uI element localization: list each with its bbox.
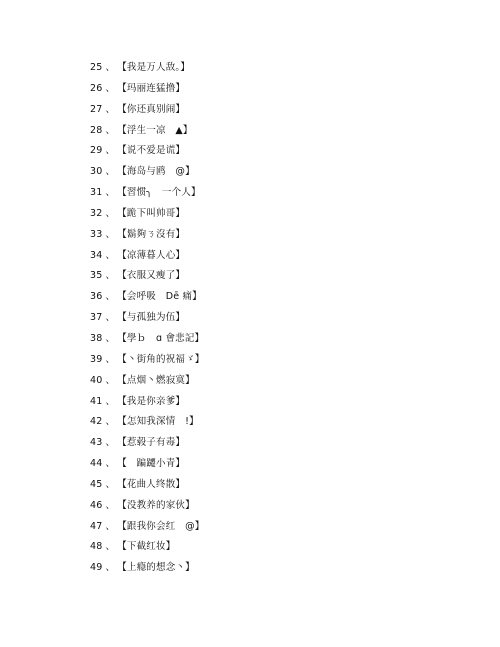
item-separator: 、 [105,541,116,553]
list-item [90,392,450,413]
list-item [90,141,450,162]
item-separator: 、 [105,228,116,240]
item-number: 48 [90,541,103,553]
item-text: 【下截红妆】 [117,541,176,553]
item-separator: 、 [105,62,116,73]
item-number: 46 [90,499,103,511]
list-item [90,162,450,183]
item-text: 【丶街角的祝福ゞ】 [117,353,205,365]
item-number: 29 [90,145,103,157]
item-number: 44 [90,458,103,470]
item-separator: 、 [105,520,116,532]
item-text: 【學ｂ ɑ 會悲記】 [117,332,205,344]
item-text: 【 蹁躚小青】 [117,458,186,470]
item-text: 【跪下叫帅哥】 [117,207,186,219]
list-item [90,121,450,142]
list-item [90,371,450,392]
item-number: 49 [90,562,103,574]
item-number: 38 [90,332,103,344]
item-text: 【浮生一凉 ▲】 [117,124,193,136]
item-number: 37 [90,312,103,324]
item-separator: 、 [105,416,116,428]
item-separator: 、 [105,562,116,574]
item-separator: 、 [105,312,116,324]
list-item [90,308,450,329]
item-separator: 、 [105,270,116,282]
item-text: 【我是万人敌。】 [117,62,191,73]
list-item [90,412,450,433]
item-separator: 、 [105,374,116,386]
list-item [90,246,450,267]
item-text: 【上瘾的想念丶】 [117,562,195,574]
item-separator: 、 [105,499,116,511]
item-text: 【点烟丶燃寂寞】 [117,374,195,386]
item-separator: 、 [105,82,116,94]
item-text: 【花曲人终散】 [117,478,186,490]
item-separator: 、 [105,395,116,407]
list-item [90,100,450,121]
list-item [90,58,450,79]
item-text: 【没教养的家伙】 [117,499,195,511]
item-text: 【衣服又瘦了】 [117,270,186,282]
item-number: 40 [90,374,103,386]
item-number: 32 [90,207,103,219]
item-number: 42 [90,416,103,428]
list-item [90,517,450,538]
item-text: 【与孤独为伍】 [117,312,186,324]
list-item [90,537,450,558]
list-item [90,454,450,475]
item-separator: 、 [105,332,116,344]
item-text: 【怎知我深情 !】 [117,416,199,428]
list-item [90,266,450,287]
item-text: 【会呼吸 Dē 痛】 [117,291,202,303]
item-text: 【说不爱是谎】 [117,145,186,157]
item-text: 【惹毂子有毒】 [117,437,186,449]
list-item [90,225,450,246]
list-item [90,350,450,371]
item-number: 45 [90,478,103,490]
item-text: 【我是你亲爹】 [117,395,186,407]
item-number: 25 [90,62,103,73]
item-separator: 、 [105,166,116,178]
list-item [90,79,450,100]
list-item [90,183,450,204]
item-text: 【跟我你会红 @】 [117,520,205,532]
item-text: 【海岛与鸥 @】 [117,166,195,178]
list-item [90,496,450,517]
item-number: 26 [90,82,103,94]
item-number: 43 [90,437,103,449]
item-separator: 、 [105,145,116,157]
list-item [90,558,450,579]
item-number: 36 [90,291,103,303]
item-text: 【凉薄暮人心】 [117,249,186,261]
item-number: 34 [90,249,103,261]
item-separator: 、 [105,458,116,470]
item-separator: 、 [105,478,116,490]
item-text: 【你还真别闹】 [117,103,186,115]
item-number: 39 [90,353,103,365]
item-number: 28 [90,124,103,136]
nickname-list [90,58,450,579]
list-item [90,475,450,496]
item-text: 【玛丽连猛撸】 [117,82,186,94]
item-separator: 、 [105,103,116,115]
list-item [90,433,450,454]
list-item [90,329,450,350]
item-separator: 、 [105,353,116,365]
item-number: 47 [90,520,103,532]
item-separator: 、 [105,291,116,303]
item-number: 35 [90,270,103,282]
item-text: 【習惯╮ 一个人】 [117,187,201,199]
item-separator: 、 [105,437,116,449]
item-number: 27 [90,103,103,115]
item-number: 41 [90,395,103,407]
item-text: 【鬍夠ㄋ沒有】 [117,228,186,240]
item-separator: 、 [105,249,116,261]
item-number: 31 [90,187,103,199]
item-number: 30 [90,166,103,178]
item-number: 33 [90,228,103,240]
list-item [90,204,450,225]
item-separator: 、 [105,187,116,199]
item-separator: 、 [105,207,116,219]
item-separator: 、 [105,124,116,136]
list-item [90,287,450,308]
